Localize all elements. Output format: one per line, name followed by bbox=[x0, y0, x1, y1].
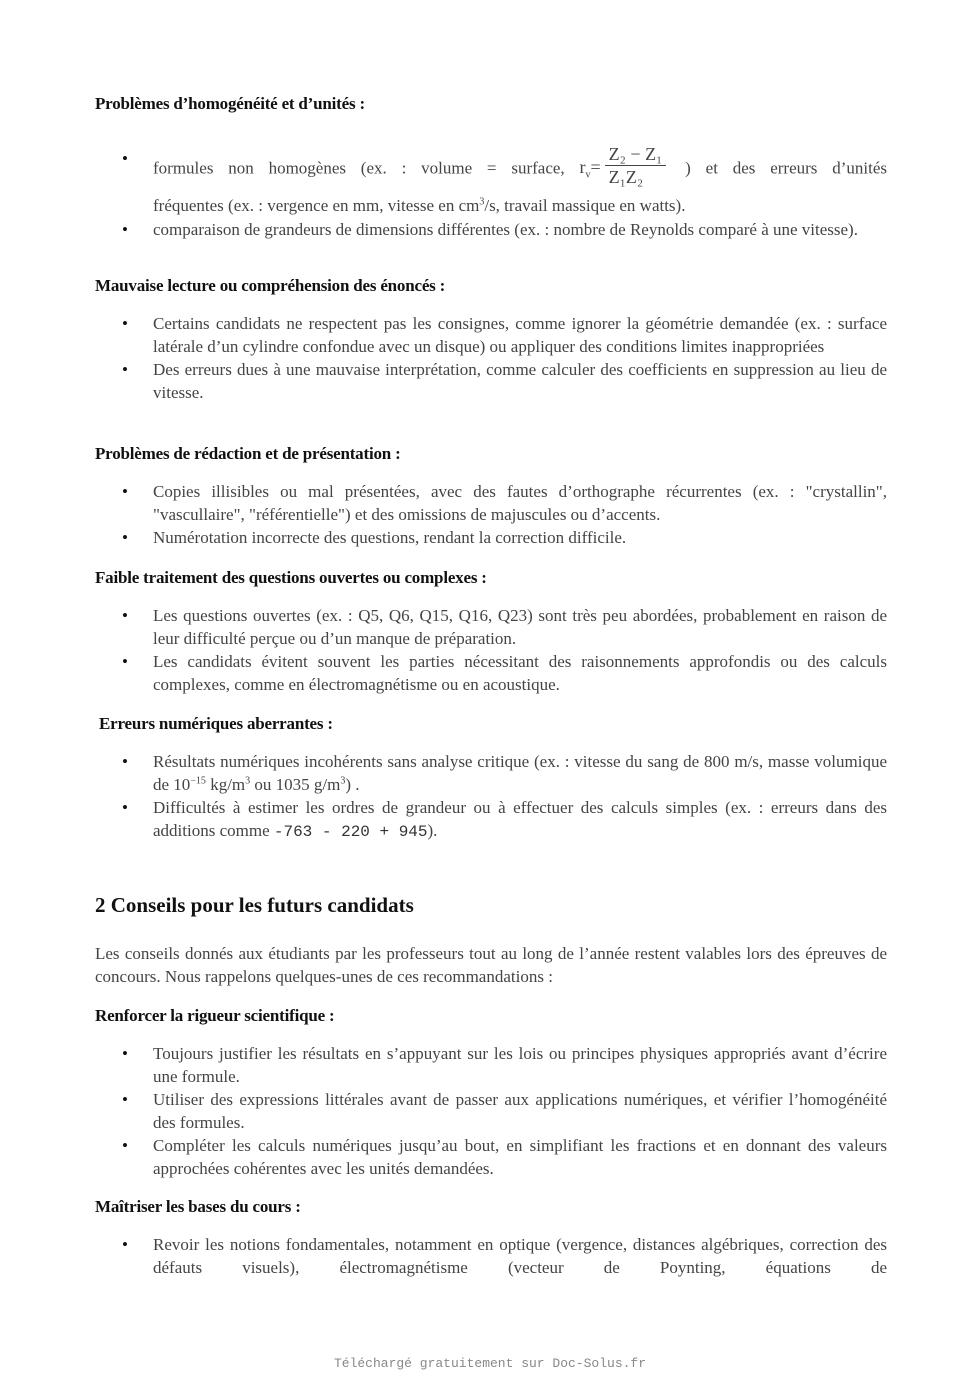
list-item: • Revoir les notions fondamentales, notamment en optique (vergence, distances algébriques, correction des défauts visuels), électromagnétisme (vecteur de Poynting, équations de bbox=[122, 1235, 887, 1277]
list-item: • Compléter les calculs numériques jusqu’au bout, en simplifiant les fractions et en donnant des valeurs approchées cohérentes avec les unités demandées. bbox=[122, 1136, 887, 1178]
bullet-icon: • bbox=[122, 1090, 128, 1109]
bullet-icon: • bbox=[122, 1235, 128, 1254]
section-heading-lecture: Mauvaise lecture ou compréhension des énoncés : bbox=[95, 276, 446, 295]
list-item: • formules non homogènes (ex. : volume = surface, $r_v=$ $\frac{\text{Z₂ − Z₁}}{\text{Z₁Z₂}}$ ) et des erreurs d’unités fréquentes (ex. : vergence en mm, vitesse en $cm^3/s$, travail massique en watts). bbox=[122, 144, 887, 215]
formula-fraction: $\frac{\text{Z₂ − Z₁}}{\text{Z₁Z₂}}$ bbox=[605, 143, 667, 188]
bullet-list-bases-cours bbox=[95, 1233, 887, 1279]
code-expression: -763 - 220 + 945 bbox=[273, 823, 428, 841]
bullet-icon: • bbox=[122, 606, 128, 625]
section-heading-questions-ouvertes: Faible traitement des questions ouvertes ou complexes : bbox=[95, 568, 487, 587]
bullet-list-homogeneite bbox=[95, 144, 887, 241]
list-item: • Difficultés à estimer les ordres de grandeur ou à effectuer des calculs simples (ex. : erreurs dans des additions comme -763 - 220 + 945). bbox=[122, 798, 887, 841]
chapter-intro: Les conseils donnés aux étudiants par les professeurs tout au long de l’année restent valables lors des épreuves de concours. Nous rappelons quelques-unes de ces recommandations : bbox=[95, 944, 887, 986]
bullet-list-redaction bbox=[95, 480, 887, 549]
bullet-list-erreurs-numeriques bbox=[95, 750, 887, 844]
list-item: • Les questions ouvertes (ex. : Q5, Q6, Q15, Q16, Q23) sont très peu abordées, probablement en raison de leur difficulté perçue ou d’un manque de préparation. bbox=[122, 606, 887, 648]
bullet-icon: • bbox=[122, 798, 128, 817]
list-item: • Toujours justifier les résultats en s’appuyant sur les lois ou principes physiques appropriés avant d’écrire une formule. bbox=[122, 1044, 887, 1086]
list-item: • comparaison de grandeurs de dimensions différentes (ex. : nombre de Reynolds comparé à une vitesse). bbox=[122, 220, 858, 239]
bullet-icon: • bbox=[122, 1136, 128, 1155]
bullet-icon: • bbox=[122, 220, 128, 239]
list-item: • Utiliser des expressions littérales avant de passer aux applications numériques, et vérifier l’homogénéité des formules. bbox=[122, 1090, 887, 1132]
list-item: • Certains candidats ne respectent pas les consignes, comme ignorer la géométrie demandée (ex. : surface latérale d’un cylindre confondue avec un disque) ou appliquer des conditions limites inappropriées bbox=[122, 314, 887, 356]
chapter-title: 2 Conseils pour les futurs candidats bbox=[95, 893, 414, 917]
section-heading-redaction: Problèmes de rédaction et de présentation : bbox=[95, 444, 401, 463]
bullet-icon: • bbox=[122, 1044, 128, 1063]
bullet-icon: • bbox=[122, 360, 128, 379]
bullet-icon: • bbox=[122, 528, 128, 547]
list-item: • Copies illisibles ou mal présentées, avec des fautes d’orthographe récurrentes (ex. : "crystallin", "vascullaire", "référentielle") et des omissions de majuscules ou d’accents. bbox=[122, 482, 887, 524]
bullet-list-lecture bbox=[95, 312, 887, 404]
bullet-icon: • bbox=[122, 652, 128, 671]
list-item: • Les candidats évitent souvent les parties nécessitant des raisonnements approfondis ou des calculs complexes, comme en électromagnétisme ou en acoustique. bbox=[122, 652, 887, 694]
bullet-list-rigueur bbox=[95, 1042, 887, 1180]
list-item: • Résultats numériques incohérents sans analyse critique (ex. : vitesse du sang de 800 m/s, masse volumique de $10^{-15}$ $kg/m^3$ ou 1035 $g/m^3$) . bbox=[122, 752, 887, 794]
bullet-icon: • bbox=[122, 149, 128, 168]
section-heading-bases-cours: Maîtriser les bases du cours : bbox=[95, 1197, 301, 1216]
list-item: • Des erreurs dues à une mauvaise interprétation, comme calculer des coefficients en suppression au lieu de vitesse. bbox=[122, 360, 887, 402]
bullet-icon: • bbox=[122, 482, 128, 501]
list-item: • Numérotation incorrecte des questions, rendant la correction difficile. bbox=[122, 528, 627, 547]
section-heading-homogeneite: Problèmes d’homogénéité et d’unités : bbox=[95, 94, 365, 113]
formula-rv: $r_v=$ bbox=[579, 157, 601, 181]
section-heading-rigueur: Renforcer la rigueur scientifique : bbox=[95, 1006, 335, 1025]
section-heading-erreurs-numeriques: Erreurs numériques aberrantes : bbox=[99, 714, 333, 733]
footer-watermark: Téléchargé gratuitement sur Doc-Solus.fr bbox=[333, 1356, 647, 1371]
bullet-icon: • bbox=[122, 752, 128, 771]
bullet-icon: • bbox=[122, 314, 128, 333]
bullet-list-questions-ouvertes bbox=[95, 604, 887, 696]
